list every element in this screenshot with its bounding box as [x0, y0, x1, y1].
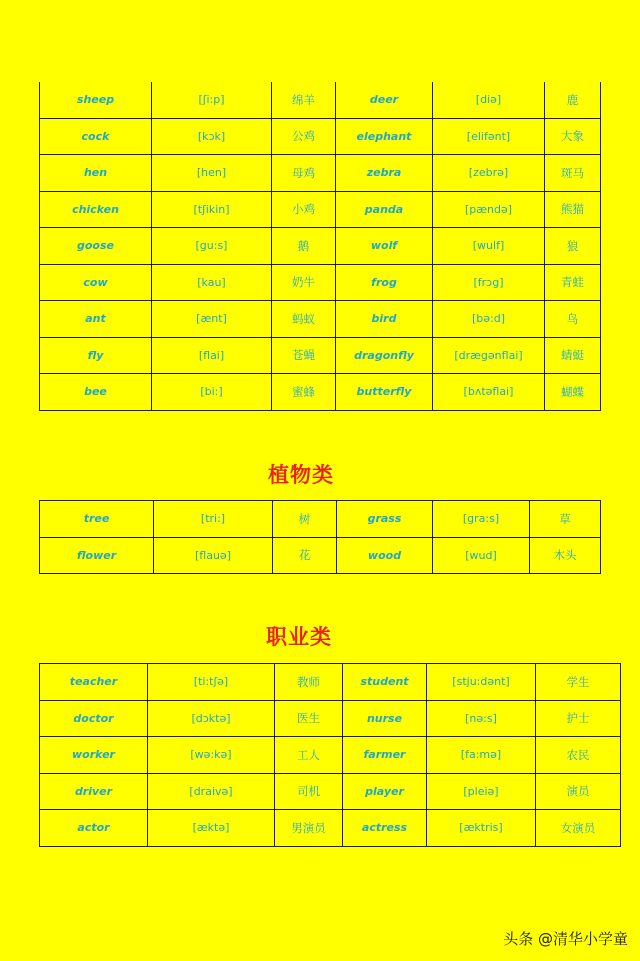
- table-row: [40, 301, 601, 338]
- english-word-cell: teacher: [40, 664, 148, 701]
- english-word-cell: player: [343, 773, 427, 810]
- table-row: [40, 118, 601, 155]
- phonetic-cell: [ti:tʃə]: [148, 664, 275, 701]
- chinese-meaning-cell: 蜻蜓: [545, 337, 601, 374]
- plants-table: [39, 500, 601, 574]
- phonetic-cell: [zebrə]: [433, 155, 545, 192]
- phonetic-cell: [ænt]: [152, 301, 272, 338]
- english-word-cell: cow: [40, 264, 152, 301]
- jobs-table: [39, 663, 621, 847]
- english-word-cell: bee: [40, 374, 152, 411]
- phonetic-cell: [wulf]: [433, 228, 545, 265]
- table-row: [40, 337, 601, 374]
- animals-table: [39, 82, 601, 411]
- table-row: [40, 664, 621, 701]
- chinese-meaning-cell: 树: [273, 501, 337, 538]
- english-word-cell: chicken: [40, 191, 152, 228]
- table-row: [40, 264, 601, 301]
- table-row: [40, 737, 621, 774]
- chinese-meaning-cell: 大象: [545, 118, 601, 155]
- chinese-meaning-cell: 狼: [545, 228, 601, 265]
- phonetic-cell: [draivə]: [148, 773, 275, 810]
- english-word-cell: farmer: [343, 737, 427, 774]
- chinese-meaning-cell: 女演员: [536, 810, 621, 847]
- table-row: [40, 700, 621, 737]
- phonetic-cell: [æktə]: [148, 810, 275, 847]
- phonetic-cell: [æktris]: [427, 810, 536, 847]
- chinese-meaning-cell: 苍蝇: [272, 337, 336, 374]
- english-word-cell: nurse: [343, 700, 427, 737]
- phonetic-cell: [hen]: [152, 155, 272, 192]
- chinese-meaning-cell: 蝴蝶: [545, 374, 601, 411]
- plants-table-body: [40, 501, 601, 574]
- english-word-cell: cock: [40, 118, 152, 155]
- phonetic-cell: [diə]: [433, 82, 545, 118]
- english-word-cell: student: [343, 664, 427, 701]
- phonetic-cell: [bi:]: [152, 374, 272, 411]
- phonetic-cell: [tʃikin]: [152, 191, 272, 228]
- english-word-cell: butterfly: [336, 374, 433, 411]
- english-word-cell: actor: [40, 810, 148, 847]
- english-word-cell: frog: [336, 264, 433, 301]
- watermark: 头条 @清华小学童: [503, 930, 628, 948]
- english-word-cell: flower: [40, 537, 154, 574]
- english-word-cell: wood: [337, 537, 433, 574]
- phonetic-cell: [fa:mə]: [427, 737, 536, 774]
- jobs-table-body: [40, 664, 621, 847]
- english-word-cell: worker: [40, 737, 148, 774]
- chinese-meaning-cell: 鹿: [545, 82, 601, 118]
- chinese-meaning-cell: 草: [530, 501, 601, 538]
- phonetic-cell: [dɔktə]: [148, 700, 275, 737]
- chinese-meaning-cell: 演员: [536, 773, 621, 810]
- english-word-cell: dragonfly: [336, 337, 433, 374]
- chinese-meaning-cell: 鹅: [272, 228, 336, 265]
- english-word-cell: actress: [343, 810, 427, 847]
- phonetic-cell: [kau]: [152, 264, 272, 301]
- table-row: [40, 82, 601, 118]
- phonetic-cell: [gra:s]: [433, 501, 530, 538]
- chinese-meaning-cell: 男演员: [275, 810, 343, 847]
- table-row: [40, 810, 621, 847]
- phonetic-cell: [gu:s]: [152, 228, 272, 265]
- phonetic-cell: [bə:d]: [433, 301, 545, 338]
- english-word-cell: zebra: [336, 155, 433, 192]
- table-row: [40, 374, 601, 411]
- phonetic-cell: [drægənflai]: [433, 337, 545, 374]
- english-word-cell: tree: [40, 501, 154, 538]
- english-word-cell: driver: [40, 773, 148, 810]
- table-row: [40, 155, 601, 192]
- table-row: [40, 228, 601, 265]
- chinese-meaning-cell: 木头: [530, 537, 601, 574]
- chinese-meaning-cell: 蜜蜂: [272, 374, 336, 411]
- plants-section-title: 植物类: [268, 463, 334, 487]
- english-word-cell: panda: [336, 191, 433, 228]
- chinese-meaning-cell: 鸟: [545, 301, 601, 338]
- phonetic-cell: [pleiə]: [427, 773, 536, 810]
- chinese-meaning-cell: 熊猫: [545, 191, 601, 228]
- english-word-cell: deer: [336, 82, 433, 118]
- jobs-section-title: 职业类: [266, 625, 332, 649]
- table-row: [40, 501, 601, 538]
- phonetic-cell: [tri:]: [154, 501, 273, 538]
- table-row: [40, 773, 621, 810]
- chinese-meaning-cell: 母鸡: [272, 155, 336, 192]
- phonetic-cell: [bʌtəflai]: [433, 374, 545, 411]
- phonetic-cell: [stju:dənt]: [427, 664, 536, 701]
- english-word-cell: sheep: [40, 82, 152, 118]
- chinese-meaning-cell: 农民: [536, 737, 621, 774]
- phonetic-cell: [elifənt]: [433, 118, 545, 155]
- english-word-cell: fly: [40, 337, 152, 374]
- chinese-meaning-cell: 奶牛: [272, 264, 336, 301]
- phonetic-cell: [pændə]: [433, 191, 545, 228]
- chinese-meaning-cell: 教师: [275, 664, 343, 701]
- animals-table-body: [40, 82, 601, 410]
- phonetic-cell: [flai]: [152, 337, 272, 374]
- phonetic-cell: [wud]: [433, 537, 530, 574]
- chinese-meaning-cell: 医生: [275, 700, 343, 737]
- phonetic-cell: [kɔk]: [152, 118, 272, 155]
- chinese-meaning-cell: 护士: [536, 700, 621, 737]
- english-word-cell: ant: [40, 301, 152, 338]
- chinese-meaning-cell: 蚂蚁: [272, 301, 336, 338]
- english-word-cell: wolf: [336, 228, 433, 265]
- english-word-cell: bird: [336, 301, 433, 338]
- english-word-cell: goose: [40, 228, 152, 265]
- table-row: [40, 191, 601, 228]
- english-word-cell: doctor: [40, 700, 148, 737]
- phonetic-cell: [wə:kə]: [148, 737, 275, 774]
- english-word-cell: hen: [40, 155, 152, 192]
- chinese-meaning-cell: 青蛙: [545, 264, 601, 301]
- chinese-meaning-cell: 斑马: [545, 155, 601, 192]
- chinese-meaning-cell: 小鸡: [272, 191, 336, 228]
- phonetic-cell: [nə:s]: [427, 700, 536, 737]
- english-word-cell: elephant: [336, 118, 433, 155]
- chinese-meaning-cell: 公鸡: [272, 118, 336, 155]
- english-word-cell: grass: [337, 501, 433, 538]
- table-row: [40, 537, 601, 574]
- phonetic-cell: [ʃi:p]: [152, 82, 272, 118]
- chinese-meaning-cell: 绵羊: [272, 82, 336, 118]
- phonetic-cell: [flauə]: [154, 537, 273, 574]
- chinese-meaning-cell: 司机: [275, 773, 343, 810]
- chinese-meaning-cell: 学生: [536, 664, 621, 701]
- phonetic-cell: [frɔg]: [433, 264, 545, 301]
- chinese-meaning-cell: 花: [273, 537, 337, 574]
- chinese-meaning-cell: 工人: [275, 737, 343, 774]
